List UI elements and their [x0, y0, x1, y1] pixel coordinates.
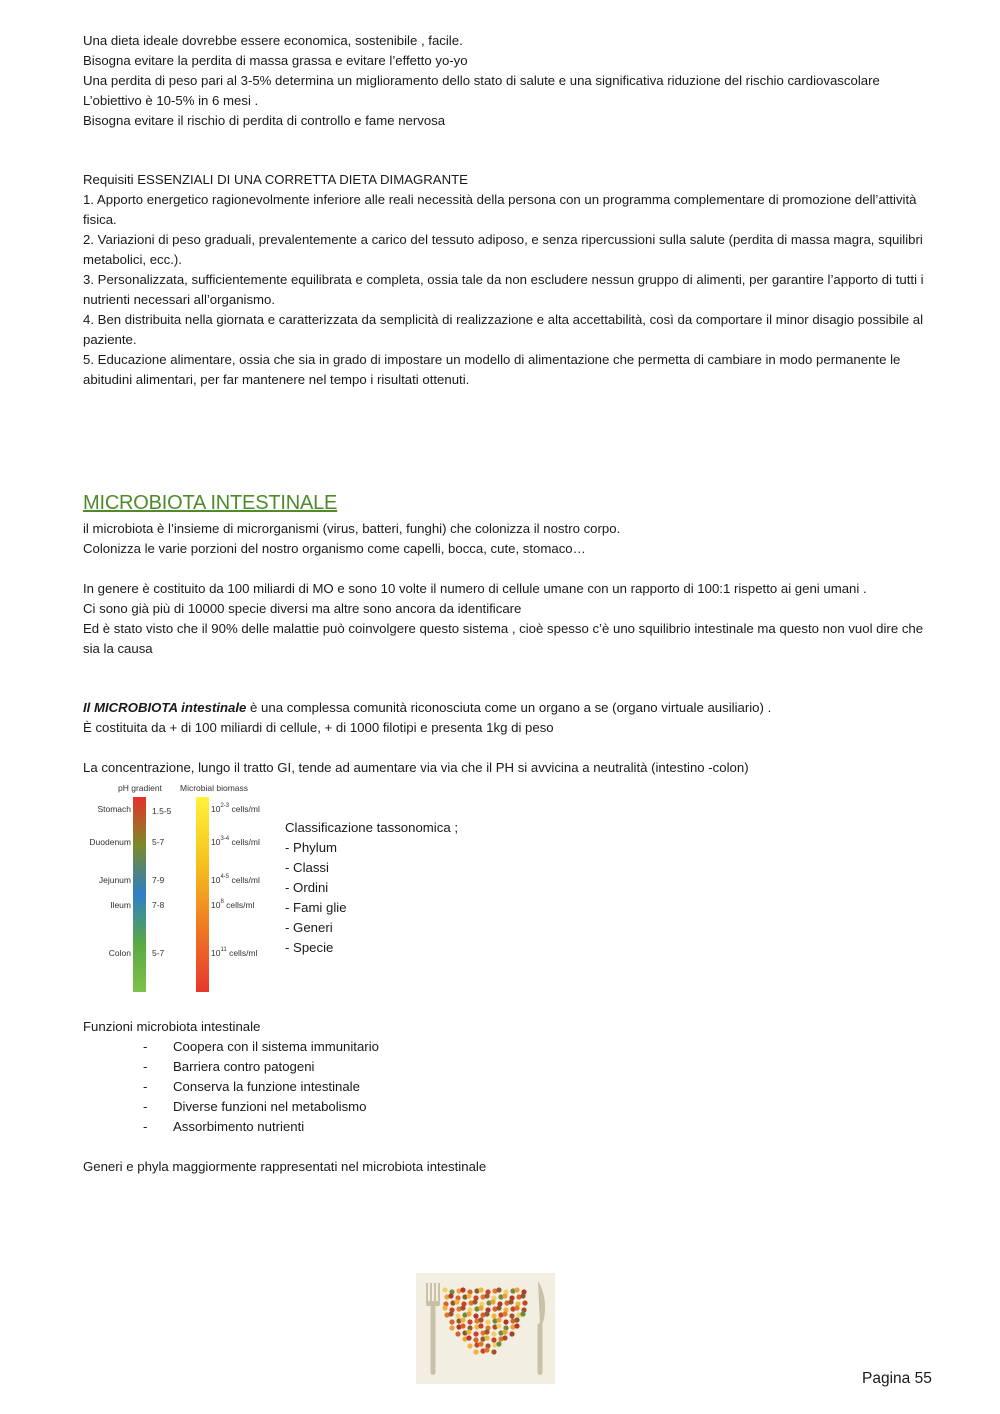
organ-label: Jejunum: [98, 875, 131, 885]
footer-illustration: [416, 1273, 555, 1384]
ph-value: 5-7: [152, 948, 165, 958]
food-dot: [491, 1337, 496, 1342]
list-item: - Assorbimento nutrienti: [83, 1117, 933, 1137]
food-dot: [484, 1335, 489, 1340]
food-dot: [484, 1347, 489, 1352]
food-dot: [466, 1329, 471, 1334]
ph-value: 1.5-5: [152, 806, 172, 816]
food-dot: [496, 1305, 501, 1310]
ph-gradient-header: pH gradient: [118, 783, 162, 793]
intro-line: Una dieta ideale dovrebbe essere economica, sostenibile , facile.: [83, 33, 463, 48]
food-dot: [514, 1305, 519, 1310]
food-dot: [491, 1313, 496, 1318]
classificazione-item: - Generi: [285, 920, 333, 935]
classificazione-list: [285, 818, 458, 958]
food-dot: [455, 1313, 460, 1318]
food-dot: [502, 1335, 507, 1340]
intro-line: Bisogna evitare la perdita di massa grassa e evitare l’effetto yo-yo: [83, 53, 468, 68]
food-dot: [491, 1349, 496, 1354]
funzioni-title: Funzioni microbiota intestinale: [83, 1019, 261, 1034]
paragraph-line: La concentrazione, lungo il tratto GI, tende ad aumentare via via che il PH si avvicina a neutralità (intestino -colon): [83, 760, 749, 775]
food-dot: [466, 1293, 471, 1298]
food-dot: [460, 1287, 465, 1292]
ph-value: 7-8: [152, 900, 165, 910]
biomass-value: $10^{11}$ cells/ml: [211, 947, 258, 958]
paragraph-line: Colonizza le varie porzioni del nostro organismo come capelli, bocca, cute, stomaco…: [83, 541, 586, 556]
requisiti-item: 3. Personalizzata, sufficientemente equilibrata e completa, ossia tale da non escludere nessun gruppo di alimenti, per garantire l’apporto di tutti i nutrienti necessari all’organismo.: [83, 272, 924, 307]
food-dot: [449, 1325, 454, 1330]
food-dot: [473, 1337, 478, 1342]
requisiti-item: 4. Ben distribuita nella giornata e caratterizzata da semplicità di realizzazione e alta accettabilità, così da comportare il minor disagio possibile al paziente.: [83, 312, 924, 347]
page-number: Pagina 55: [862, 1370, 932, 1387]
food-dot: [460, 1323, 465, 1328]
organ-label: Stomach: [97, 804, 131, 814]
biomass-value: $10^8$ cells/ml: [211, 899, 255, 910]
microbiota-definition: [83, 698, 933, 738]
food-dot: [455, 1331, 460, 1336]
food-dot: [485, 1319, 490, 1324]
requisiti-item: 1. Apporto energetico ragionevolmente inferiore alle reali necessità della persona con un programma complementare di promozione dell’attività fisica.: [83, 192, 917, 227]
food-dot: [460, 1317, 465, 1322]
funzioni-list: [83, 1037, 933, 1137]
food-dot: [502, 1311, 507, 1316]
classificazione-item: - Fami glie: [285, 900, 347, 915]
food-dot: [509, 1331, 514, 1336]
food-dot: [478, 1341, 483, 1346]
food-dot: [448, 1311, 453, 1316]
food-dot: [520, 1293, 525, 1298]
list-item: - Conserva la funzione intestinale: [83, 1077, 933, 1097]
paragraph-line: Ed è stato visto che il 90% delle malattie può coinvolgere questo sistema , cioè spesso c’è uno squilibrio intestinale ma questo non vuol dire che sia la causa: [83, 621, 924, 656]
ph-gradient-bar: [133, 797, 146, 992]
food-dot: [496, 1317, 501, 1322]
food-dot: [466, 1335, 471, 1340]
food-dot: [472, 1299, 477, 1304]
organ-label: Ileum: [110, 900, 131, 910]
requisiti-item: 5. Educazione alimentare, ossia che sia in grado di impostare un modello di alimentazione che permetta di cambiare in modo permanente le abitudini alimentari, per far mantenere nel tempo i risultati ottenuti.: [83, 352, 901, 387]
classificazione-item: - Ordini: [285, 880, 329, 895]
classificazione-item: - Phylum: [285, 840, 338, 855]
food-dot: [442, 1305, 447, 1310]
food-dot: [496, 1287, 501, 1292]
food-dot: [484, 1329, 489, 1334]
food-dot: [466, 1311, 471, 1316]
food-dot: [514, 1317, 519, 1322]
food-dot: [490, 1299, 495, 1304]
biomass-value: 10$^{4-5}$ cells/ml: [211, 874, 260, 885]
food-dot: [478, 1317, 483, 1322]
section-heading: MICROBIOTA INTESTINALE: [83, 492, 338, 514]
food-dot: [484, 1293, 489, 1298]
ph-value: 7-9: [152, 875, 165, 885]
food-dot: [496, 1323, 501, 1328]
food-dot: [514, 1323, 519, 1328]
food-dot: [514, 1287, 519, 1292]
food-dot: [502, 1329, 507, 1334]
food-dot: [509, 1313, 514, 1318]
biomass-header: Microbial biomass: [180, 783, 249, 793]
food-dot: [478, 1323, 483, 1328]
food-dot: [449, 1319, 454, 1324]
food-dot: [503, 1319, 508, 1324]
requisiti-section: [83, 170, 933, 390]
ph-value: 5-7: [152, 837, 165, 847]
food-dot: [448, 1293, 453, 1298]
heart-food-fork-knife-icon: [416, 1273, 555, 1384]
list-item: - Diverse funzioni nel metabolismo: [83, 1097, 933, 1117]
food-dot: [520, 1311, 525, 1316]
gi-tract-figure: [83, 780, 273, 995]
food-dot: [502, 1293, 507, 1298]
paragraph-line: il microbiota è l’insieme di microrganismi (virus, batteri, funghi) che colonizza il nostro corpo.: [83, 521, 621, 536]
paragraph-line: In genere è costituito da 100 miliardi di MO e sono 10 volte il numero di cellule umane con un rapporto di 100:1 rispetto ai geni umani .: [83, 581, 867, 596]
requisiti-title: Requisiti ESSENZIALI DI UNA CORRETTA DIETA DIMAGRANTE: [83, 172, 468, 187]
food-dot: [467, 1343, 472, 1348]
list-item: - Coopera con il sistema immunitario: [83, 1037, 933, 1057]
biomass-value: 10$^{3-4}$ cells/ml: [211, 836, 260, 847]
food-dot: [508, 1299, 513, 1304]
microbiota-intro: [83, 519, 933, 559]
list-item: - Barriera contro patogeni: [83, 1057, 933, 1077]
organ-label: Duodenum: [89, 837, 131, 847]
intro-line: Una perdita di peso pari al 3-5% determina un miglioramento dello stato di salute e una significativa riduzione del rischio cardiovascolare: [83, 73, 880, 88]
classificazione-title: Classificazione tassonomica ;: [285, 820, 458, 835]
food-dot: [522, 1300, 527, 1305]
food-dot: [473, 1331, 478, 1336]
classificazione-item: - Classi: [285, 860, 329, 875]
food-dot: [442, 1287, 447, 1292]
generi-line: [83, 1157, 933, 1177]
paragraph-line: È costituita da + di 100 miliardi di cellule, + di 1000 filotipi e presenta 1kg di peso: [83, 720, 554, 735]
food-dot: [454, 1299, 459, 1304]
biomass-gradient-bar: [196, 797, 209, 992]
food-dot: [496, 1341, 501, 1346]
food-dot: [473, 1313, 478, 1318]
intro-section: [83, 31, 933, 131]
intro-line: Bisogna evitare il rischio di perdita di controllo e fame nervosa: [83, 113, 446, 128]
food-dot: [473, 1349, 478, 1354]
microbiota-concentration: [83, 758, 933, 778]
organ-label: Colon: [108, 948, 131, 958]
paragraph-text: è una complessa comunità riconosciuta come un organo a se (organo virtuale ausiliario) .: [246, 700, 772, 715]
food-dot: [467, 1319, 472, 1324]
paragraph-line: Generi e phyla maggiormente rappresentati nel microbiota intestinale: [83, 1159, 487, 1174]
paragraph-line: [83, 698, 933, 718]
classificazione-item: - Specie: [285, 940, 334, 955]
bold-term: Il MICROBIOTA intestinale: [83, 700, 247, 715]
food-dot: [478, 1305, 483, 1310]
food-dot: [460, 1305, 465, 1310]
funzioni-section: [83, 1017, 933, 1137]
intro-line: L’obiettivo è 10-5% in 6 mesi .: [83, 93, 259, 108]
requisiti-item: 2. Variazioni di peso graduali, prevalentemente a carico del tessuto adiposo, e senza ripercussioni sulla salute (perdita di massa magra, squilibri metabolici, ecc.).: [83, 232, 923, 267]
paragraph-line: Ci sono già più di 10000 specie diversi ma altre sono ancora da identificare: [83, 601, 522, 616]
biomass-value: 10$^{2-3}$ cells/ml: [211, 803, 260, 814]
food-dot: [478, 1287, 483, 1292]
microbiota-facts: [83, 579, 933, 659]
food-dot: [484, 1311, 489, 1316]
food-dot: [491, 1331, 496, 1336]
